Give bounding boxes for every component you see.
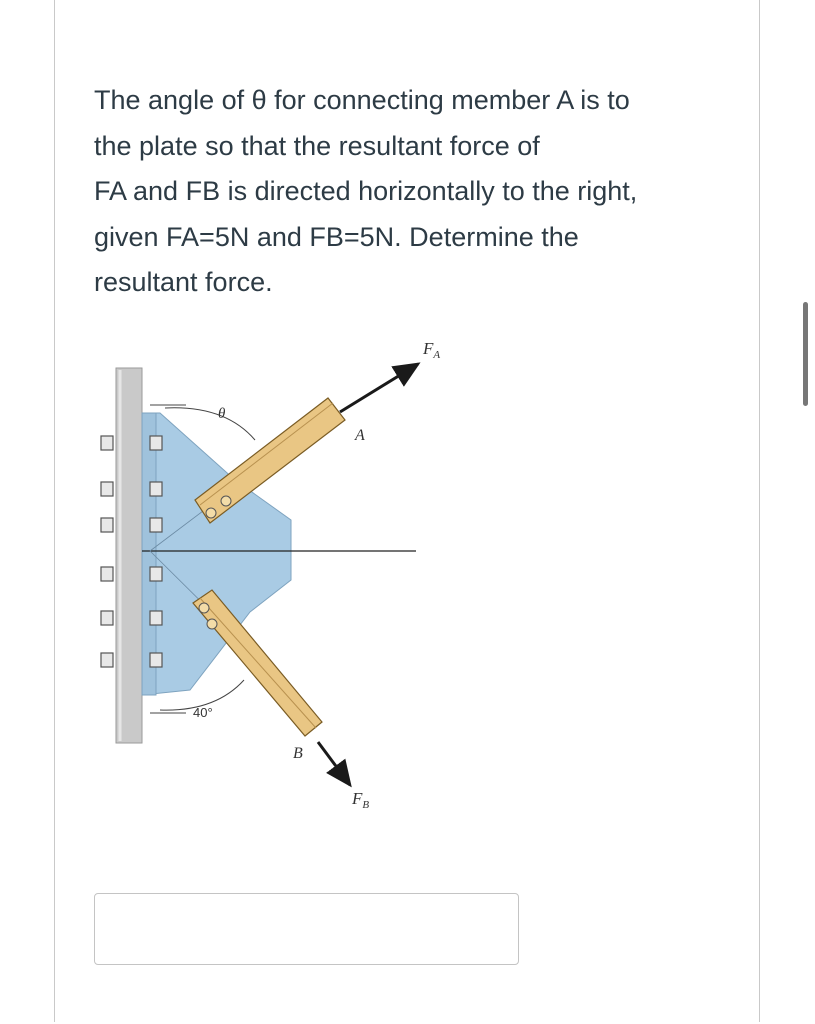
force-arrow-fb xyxy=(318,742,350,785)
force-arrow-fa xyxy=(340,364,418,412)
label-member-b: B xyxy=(293,745,303,762)
label-angle-40: 40° xyxy=(193,705,213,720)
label-fb: $F_B$ xyxy=(352,789,370,811)
question-line-5: resultant force. xyxy=(94,267,273,297)
question-line-1: The angle of θ for connecting member A is to xyxy=(94,85,630,115)
scrollbar-thumb[interactable] xyxy=(803,302,808,406)
question-text xyxy=(94,78,734,306)
label-member-a: A xyxy=(355,427,365,444)
label-theta: θ xyxy=(218,406,226,422)
question-line-3: FA and FB is directed horizontally to the right, xyxy=(94,176,638,206)
question-line-4: given FA=5N and FB=5N. Determine the xyxy=(94,221,579,252)
question-line-2: the plate so that the resultant force of xyxy=(94,130,540,161)
force-diagram xyxy=(100,320,540,820)
label-fa: $F_A$ xyxy=(423,339,441,361)
answer-input[interactable] xyxy=(94,893,519,965)
